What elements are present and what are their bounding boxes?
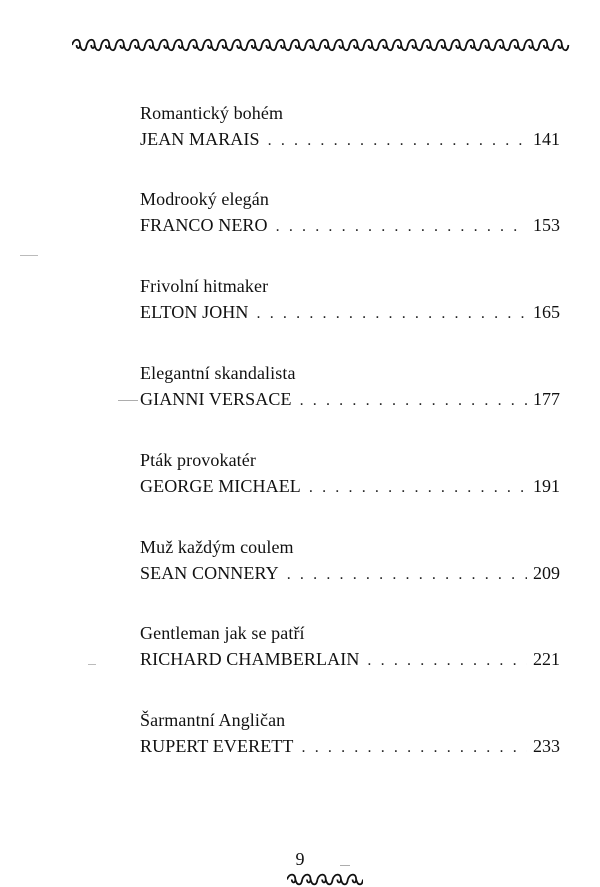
- ornament-curl: [145, 40, 160, 51]
- entry-line: [140, 388, 560, 410]
- ornament-curl: [247, 40, 262, 51]
- toc-entry: [140, 188, 560, 238]
- ornament-curl: [160, 40, 175, 51]
- entry-name: ELTON JOHN: [140, 302, 249, 322]
- ornament-curl: [349, 40, 364, 51]
- ornament-curl: [335, 40, 350, 51]
- ornament-curl: [317, 875, 332, 885]
- ornament-curl: [481, 40, 496, 51]
- entry-page-number: 153: [533, 215, 560, 235]
- decorative-footer-ornament: [287, 873, 363, 886]
- ornament-curl: [291, 40, 306, 51]
- entry-page-number: 165: [533, 302, 560, 322]
- ornament-curl: [333, 875, 348, 885]
- ornament-curl: [116, 40, 131, 51]
- entry-page-number: 141: [533, 129, 560, 149]
- dot-leader: [309, 477, 527, 499]
- entry-subtitle: Modrooký elegán: [140, 189, 269, 209]
- ornament-curl: [101, 40, 116, 51]
- toc-entry: [140, 536, 560, 586]
- entry-name: JEAN MARAIS: [140, 129, 260, 149]
- entry-page-number: 221: [533, 649, 560, 669]
- ornament-curl: [320, 40, 335, 51]
- dot-leader: [367, 650, 527, 672]
- entry-name: GEORGE MICHAEL: [140, 476, 301, 496]
- scan-speck: [88, 664, 96, 665]
- ornament-curl: [87, 40, 102, 51]
- entry-line: [140, 214, 560, 236]
- entry-page-number: 233: [533, 736, 560, 756]
- ornament-curl: [262, 40, 277, 51]
- entry-line: [140, 128, 560, 150]
- ornament-curl: [495, 40, 510, 51]
- entry-line: [140, 562, 560, 584]
- dot-leader: [276, 216, 527, 238]
- entry-line: [140, 648, 560, 670]
- entry-line: [140, 735, 560, 757]
- ornament-curl: [510, 40, 525, 51]
- decorative-border-band: [72, 38, 570, 52]
- ornament-curl: [302, 875, 317, 885]
- scan-speck: [20, 255, 38, 256]
- dot-leader: [287, 564, 527, 586]
- entry-subtitle: Muž každým coulem: [140, 537, 294, 557]
- ornament-curl: [364, 40, 379, 51]
- ornament-curl: [189, 40, 204, 51]
- ornament-curl: [348, 875, 363, 885]
- ornament-curl: [525, 40, 540, 51]
- entry-name: RUPERT EVERETT: [140, 736, 294, 756]
- ornament-curl: [233, 40, 248, 51]
- ornament-curl: [276, 40, 291, 51]
- ornament-curl: [287, 875, 302, 885]
- dot-leader: [257, 303, 527, 325]
- ornament-curl: [306, 40, 321, 51]
- entry-line: [140, 301, 560, 323]
- ornament-curl: [72, 40, 87, 51]
- ornament-curl: [203, 40, 218, 51]
- entry-name: SEAN CONNERY: [140, 563, 279, 583]
- ornament-curl: [539, 40, 554, 51]
- toc-entry: [140, 449, 560, 499]
- ornament-curl: [393, 40, 408, 51]
- entry-line: [140, 475, 560, 497]
- ornament-curl: [408, 40, 423, 51]
- entry-subtitle: Pták provokatér: [140, 450, 256, 470]
- entry-page-number: 177: [533, 389, 560, 409]
- entry-name: FRANCO NERO: [140, 215, 268, 235]
- ornament-curl: [422, 40, 437, 51]
- dot-leader: [268, 130, 527, 152]
- entry-subtitle: Šarmantní Angličan: [140, 710, 286, 730]
- toc-entry: [140, 362, 560, 412]
- toc-entry: [140, 275, 560, 325]
- entry-page-number: 209: [533, 563, 560, 583]
- entry-subtitle: Elegantní skandalista: [140, 363, 296, 383]
- scan-speck: [340, 865, 350, 866]
- scan-speck: [118, 400, 138, 401]
- entry-name: GIANNI VERSACE: [140, 389, 292, 409]
- ornament-curl: [130, 40, 145, 51]
- ornament-curl: [466, 40, 481, 51]
- toc-entry: [140, 102, 560, 152]
- entry-subtitle: Romantický bohém: [140, 103, 284, 123]
- entry-name: RICHARD CHAMBERLAIN: [140, 649, 360, 669]
- entry-subtitle: Gentleman jak se patří: [140, 623, 305, 643]
- ornament-curl: [379, 40, 394, 51]
- entry-subtitle: Frivolní hitmaker: [140, 276, 269, 296]
- dot-leader: [300, 390, 527, 412]
- ornament-curl: [452, 40, 467, 51]
- toc-entry: [140, 622, 560, 672]
- toc-entry: [140, 709, 560, 759]
- dot-leader: [302, 737, 528, 759]
- ornament-curl: [174, 40, 189, 51]
- ornament-curl: [554, 40, 569, 51]
- page-folio-number: 9: [295, 849, 305, 869]
- ornament-curl: [218, 40, 233, 51]
- ornament-curl: [437, 40, 452, 51]
- entry-page-number: 191: [533, 476, 560, 496]
